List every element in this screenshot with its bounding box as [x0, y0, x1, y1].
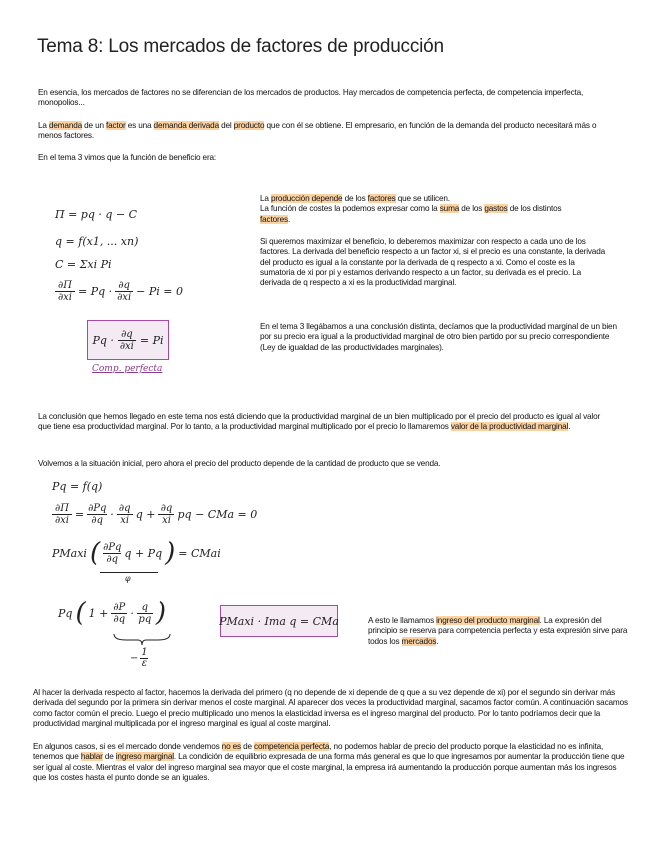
derived-demand-paragraph: La demanda de un factor es una demanda derivada del producto que con él se obtiene. El empresario, en función de la demanda del producto necesitará más o menos factores.: [38, 121, 597, 141]
formula-marginal-product: PMaxi ( ∂Pq ∂q q + Pq ) = CMai: [52, 538, 221, 568]
price-depends-paragraph: Volvemos a la situación inicial, pero ahora el precio del producto depende de la cantidad de producto que se venda.: [38, 459, 441, 468]
conclusion-paragraph: La conclusión que hemos llegado en este tema nos está diciendo que la productividad marginal de un bien multiplicado por el precio del producto es igual al valor que tiene esa productividad marginal. Por lo tanto, a la productividad marginal multiplicado por el precio lo llamaremos valor de la productividad marginal.: [38, 412, 601, 432]
inverse-elasticity: − 1 ε: [130, 647, 148, 669]
formula-elasticity: Pq ( 1 + ∂P ∂q · q pq ): [58, 598, 166, 628]
formula-production: q = f(x1, ... xn): [55, 235, 139, 248]
highlight-factor: factor: [106, 121, 126, 130]
formula-general-derivative: ∂Π ∂xi = ∂Pq ∂q · ∂q xi q + ∂q xi pq − CMa = 0: [52, 503, 257, 526]
intro-paragraph: En esencia, los mercados de factores no se diferencian de los mercados de productos. Hay mercados de competencia perfecta, de competencia imperfecta, monopolios...: [38, 88, 584, 108]
formula-profit: Π = pq · q − C: [55, 208, 138, 221]
perfect-competition-caption: Comp. perfecta: [92, 364, 163, 374]
equilibrium-box-general: PMaxi · Ima q = CMa: [220, 605, 338, 637]
right-notes-maximization: Si queremos maximizar el beneficio, lo deberemos maximizar con respecto a cada uno de los factores. La derivada del beneficio respecto a un factor xi, si el precio es una constante, la derivada del producto es igual a la constante por la derivada de q respecto a xi. Como el coste es la sumatoria de xi por pi y estamos derivando respecto a un factor, su derivada es el precio. La derivada de q respecto a xi es la productividad marginal.: [260, 237, 606, 288]
formula-under-symbol: φ: [125, 574, 131, 583]
profit-function-intro: En el tema 3 vimos que la función de beneficio era:: [38, 153, 217, 162]
right-notes-production: La producción depende de los factores que se utilicen. La función de costes la podemos expresar como la suma de los gastos de los distintos factores.: [260, 194, 562, 224]
right-notes-topic3: En el tema 3 llegábamos a una conclusión distinta, decíamos que la productividad marginal de un bien por su precio era igual a la productividad marginal de otro bien partido por su precio correspondiente (Ley de igualdad de las productividades marginales).: [260, 322, 617, 352]
formula-underline: [100, 572, 158, 573]
imperfect-competition-paragraph: En algunos casos, si es el mercado donde vendemos no es de competencia perfecta, no podemos hablar de precio del producto porque la elasticidad no es infinita, tenemos que hablar de ingreso marginal. La condición de equilibrio expresada de una forma más general es que lo que ingresamos por aumentar la producción tiene que ser igual al coste. Mientras el valor del ingreso marginal sea mayor que el coste marginal, la empresa irá aumentando la producción porque aumentan más los ingresos que los costes hasta el punto donde se an iguales.: [33, 742, 625, 782]
highlight-demanda: demanda: [48, 121, 83, 130]
right-notes-marginal-revenue: A esto le llamamos ingreso del producto marginal. La expresión del principio se reserva para competencia perfecta y esta expresión sirve para todos los mercados.: [368, 616, 628, 646]
formula-derivative: ∂Π ∂xi = Pq · ∂q ∂xi − Pi = 0: [55, 280, 183, 303]
formula-price-function: Pq = f(q): [52, 480, 103, 493]
equilibrium-box-perfect-competition: Pq · ∂q ∂xi = Pi: [87, 320, 169, 360]
formula-cost: C = Σxi Pi: [55, 258, 112, 271]
page-title: Tema 8: Los mercados de factores de producción: [37, 36, 444, 57]
highlight-valor-productividad: valor de la productividad marginal: [450, 422, 569, 432]
derivative-explanation-paragraph: Al hacer la derivada respecto al factor, hacemos la derivada del primero (q no depende de xi depende de q que a su vez depende de xi) por el segundo sin derivar más derivada del segundo por la primera sin derivar menos el coste marginal. Al aparecer dos veces la productividad marginal, sacamos factor común. A continuación sacamos como factor común el precio. Luego el precio multiplicado uno menos la elasticidad inversa es el ingreso marginal del producto. Por lo tanto podríamos decir que la productividad marginal multiplicada por el ingreso marginal es igual al coste marginal.: [33, 688, 628, 728]
highlight-demanda-derivada: demanda derivada: [153, 121, 219, 130]
elasticity-brace: [112, 632, 172, 646]
highlight-producto: producto: [233, 121, 265, 130]
